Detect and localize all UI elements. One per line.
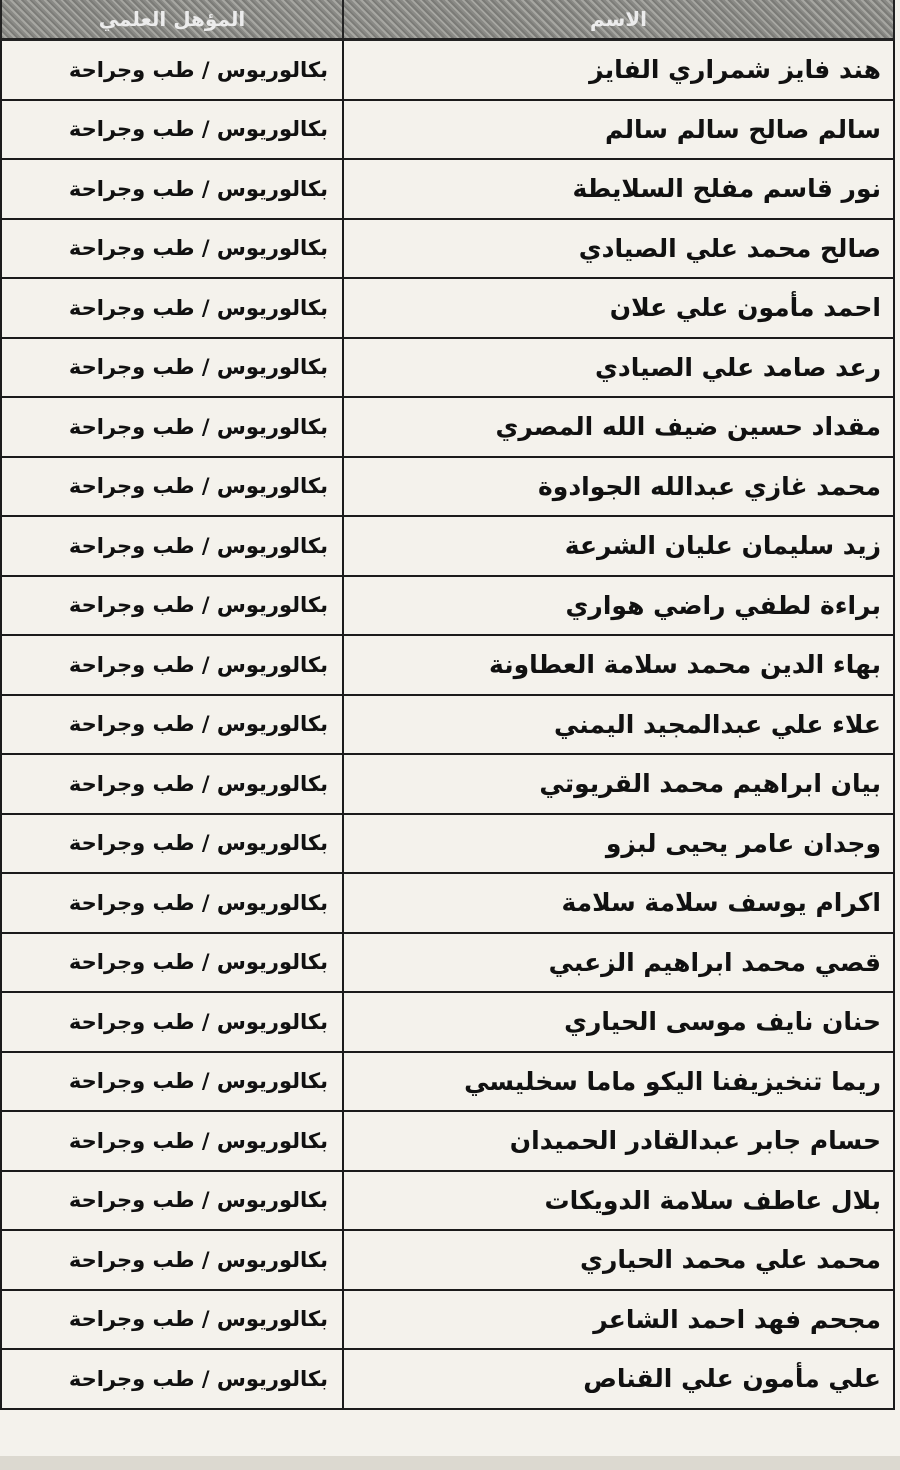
- name-cell: مجحم فهد احمد الشاعر: [343, 1290, 894, 1350]
- qualification-cell: بكالوريوس / طب وجراحة: [1, 576, 343, 636]
- name-cell: ريما تنخيزيفنا اليكو ماما سخليسي: [343, 1052, 894, 1112]
- qualification-cell: بكالوريوس / طب وجراحة: [1, 1349, 343, 1409]
- table-row: [1, 814, 894, 874]
- name-cell: سالم صالح سالم سالم: [343, 100, 894, 160]
- table-row: [1, 873, 894, 933]
- table-row: [1, 278, 894, 338]
- table-row: [1, 219, 894, 279]
- name-cell: بلال عاطف سلامة الدويكات: [343, 1171, 894, 1231]
- table-row: [1, 576, 894, 636]
- name-cell: زيد سليمان عليان الشرعة: [343, 516, 894, 576]
- table-header: [1, 0, 894, 40]
- name-cell: احمد مأمون علي علان: [343, 278, 894, 338]
- table-row: [1, 457, 894, 517]
- table-body: [1, 40, 894, 1409]
- name-cell: رعد صامد علي الصيادي: [343, 338, 894, 398]
- name-cell: براءة لطفي راضي هواري: [343, 576, 894, 636]
- qualification-cell: بكالوريوس / طب وجراحة: [1, 338, 343, 398]
- qualification-cell: بكالوريوس / طب وجراحة: [1, 1171, 343, 1231]
- table-row: [1, 397, 894, 457]
- table-row: [1, 1290, 894, 1350]
- qualification-cell: بكالوريوس / طب وجراحة: [1, 159, 343, 219]
- name-cell: محمد علي محمد الحياري: [343, 1230, 894, 1290]
- name-cell: علاء علي عبدالمجيد اليمني: [343, 695, 894, 755]
- name-cell: بيان ابراهيم محمد القريوتي: [343, 754, 894, 814]
- table-row: [1, 100, 894, 160]
- name-cell: نور قاسم مفلح السلايطة: [343, 159, 894, 219]
- table-row: [1, 754, 894, 814]
- qualification-cell: بكالوريوس / طب وجراحة: [1, 516, 343, 576]
- qualification-cell: بكالوريوس / طب وجراحة: [1, 635, 343, 695]
- page-bottom-edge: [0, 1456, 900, 1470]
- qualification-cell: بكالوريوس / طب وجراحة: [1, 457, 343, 517]
- name-cell: مقداد حسين ضيف الله المصري: [343, 397, 894, 457]
- qualification-cell: بكالوريوس / طب وجراحة: [1, 1230, 343, 1290]
- header-row: [1, 0, 894, 40]
- qualification-cell: بكالوريوس / طب وجراحة: [1, 1290, 343, 1350]
- name-cell: اكرام يوسف سلامة سلامة: [343, 873, 894, 933]
- name-cell: علي مأمون علي القناص: [343, 1349, 894, 1409]
- table-row: [1, 516, 894, 576]
- column-header-name: الاسم: [343, 0, 894, 40]
- name-cell: حنان نايف موسى الحياري: [343, 992, 894, 1052]
- name-cell: محمد غازي عبدالله الجوادوة: [343, 457, 894, 517]
- qualification-cell: بكالوريوس / طب وجراحة: [1, 40, 343, 100]
- name-cell: صالح محمد علي الصيادي: [343, 219, 894, 279]
- table-row: [1, 159, 894, 219]
- qualification-cell: بكالوريوس / طب وجراحة: [1, 873, 343, 933]
- name-cell: هند فايز شمراري الفايز: [343, 40, 894, 100]
- column-header-qualification: المؤهل العلمي: [1, 0, 343, 40]
- table-row: [1, 1230, 894, 1290]
- qualification-cell: بكالوريوس / طب وجراحة: [1, 219, 343, 279]
- qualification-cell: بكالوريوس / طب وجراحة: [1, 814, 343, 874]
- qualification-cell: بكالوريوس / طب وجراحة: [1, 992, 343, 1052]
- qualification-cell: بكالوريوس / طب وجراحة: [1, 397, 343, 457]
- table-row: [1, 1171, 894, 1231]
- qualification-cell: بكالوريوس / طب وجراحة: [1, 1111, 343, 1171]
- qualification-cell: بكالوريوس / طب وجراحة: [1, 1052, 343, 1112]
- table-row: [1, 40, 894, 100]
- qualification-cell: بكالوريوس / طب وجراحة: [1, 933, 343, 993]
- qualification-cell: بكالوريوس / طب وجراحة: [1, 695, 343, 755]
- table-row: [1, 1349, 894, 1409]
- name-cell: وجدان عامر يحيى لبزو: [343, 814, 894, 874]
- name-cell: حسام جابر عبدالقادر الحميدان: [343, 1111, 894, 1171]
- table-row: [1, 1111, 894, 1171]
- qualification-cell: بكالوريوس / طب وجراحة: [1, 278, 343, 338]
- name-cell: بهاء الدين محمد سلامة العطاونة: [343, 635, 894, 695]
- table-row: [1, 992, 894, 1052]
- qualification-cell: بكالوريوس / طب وجراحة: [1, 754, 343, 814]
- name-cell: قصي محمد ابراهيم الزعبي: [343, 933, 894, 993]
- table-row: [1, 1052, 894, 1112]
- table-row: [1, 635, 894, 695]
- table-row: [1, 933, 894, 993]
- qualification-cell: بكالوريوس / طب وجراحة: [1, 100, 343, 160]
- table-row: [1, 338, 894, 398]
- table-row: [1, 695, 894, 755]
